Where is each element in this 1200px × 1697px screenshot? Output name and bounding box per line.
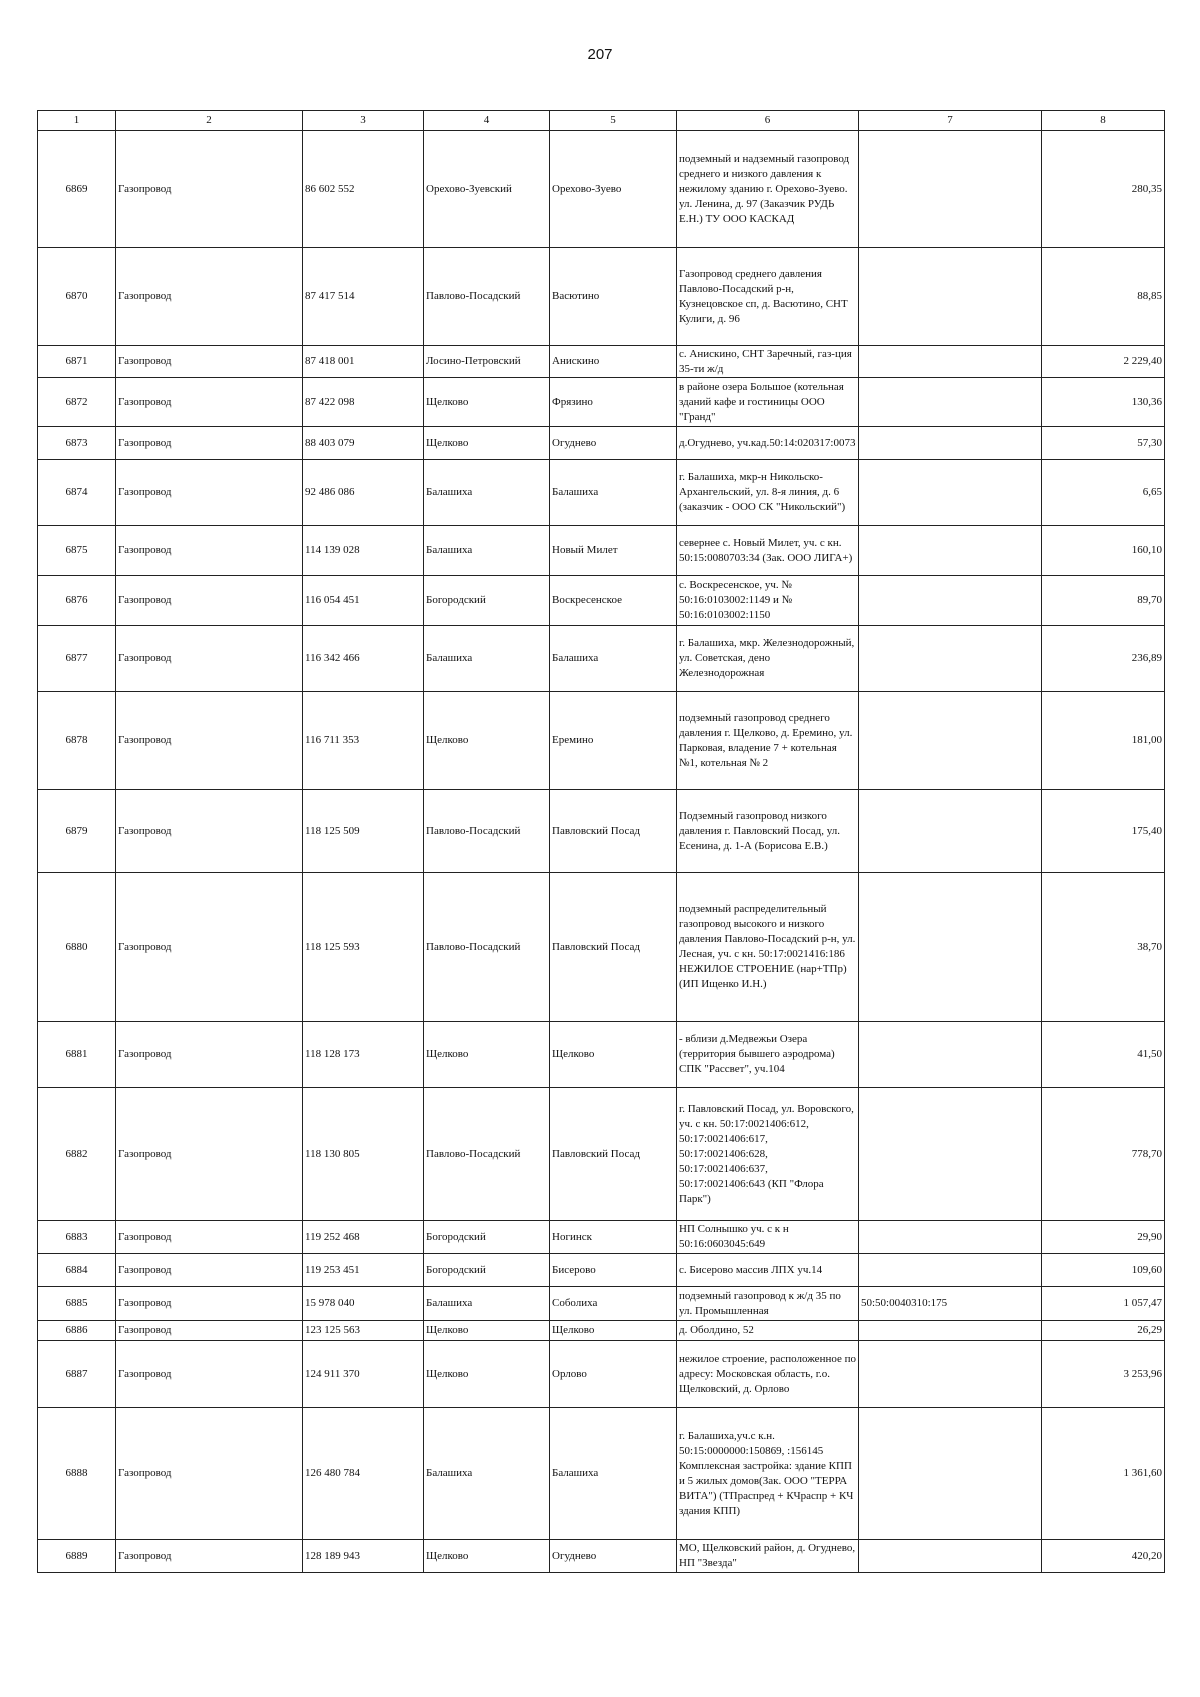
column-header: 7 <box>859 111 1042 131</box>
length-value: 778,70 <box>1042 1088 1165 1221</box>
cadastral-number <box>859 1022 1042 1088</box>
locality: Щелково <box>550 1321 677 1341</box>
object-name: Газопровод <box>116 1287 303 1321</box>
address-description: НП Солнышко уч. с к н 50:16:0603045:649 <box>677 1221 859 1254</box>
length-value: 29,90 <box>1042 1221 1165 1254</box>
table-header <box>38 111 1165 131</box>
locality: Огуднево <box>550 427 677 460</box>
row-number: 6886 <box>38 1321 116 1341</box>
table-row <box>38 248 1165 346</box>
address-description: с. Бисерово массив ЛПХ уч.14 <box>677 1254 859 1287</box>
table-row <box>38 1540 1165 1573</box>
cadastral-number <box>859 1408 1042 1540</box>
table-row <box>38 427 1165 460</box>
table-row <box>38 873 1165 1022</box>
table-row <box>38 576 1165 626</box>
locality: Еремино <box>550 692 677 790</box>
district: Балашиха <box>424 526 550 576</box>
locality: Балашиха <box>550 460 677 526</box>
locality: Павловский Посад <box>550 1088 677 1221</box>
object-code: 116 342 466 <box>303 626 424 692</box>
length-value: 41,50 <box>1042 1022 1165 1088</box>
object-name: Газопровод <box>116 873 303 1022</box>
length-value: 2 229,40 <box>1042 346 1165 378</box>
length-value: 3 253,96 <box>1042 1341 1165 1408</box>
object-code: 119 252 468 <box>303 1221 424 1254</box>
header-row <box>38 111 1165 131</box>
district: Павлово-Посадский <box>424 873 550 1022</box>
address-description: г. Павловский Посад, ул. Воровского, уч. с кн. 50:17:0021406:612, 50:17:0021406:617, 50:17:0021406:628, 50:17:0021406:637, 50:17:0021406:643 (КП "Флора Парк") <box>677 1088 859 1221</box>
address-description: МО, Щелковский район, д. Огуднево, НП "Звезда" <box>677 1540 859 1573</box>
cadastral-number <box>859 248 1042 346</box>
length-value: 88,85 <box>1042 248 1165 346</box>
object-code: 88 403 079 <box>303 427 424 460</box>
object-code: 119 253 451 <box>303 1254 424 1287</box>
locality: Балашиха <box>550 1408 677 1540</box>
locality: Павловский Посад <box>550 790 677 873</box>
cadastral-number <box>859 626 1042 692</box>
length-value: 26,29 <box>1042 1321 1165 1341</box>
length-value: 109,60 <box>1042 1254 1165 1287</box>
district: Щелково <box>424 378 550 427</box>
object-code: 126 480 784 <box>303 1408 424 1540</box>
row-number: 6883 <box>38 1221 116 1254</box>
address-description: г. Балашиха, мкр-н Никольско-Архангельский, ул. 8-я линия, д. 6 (заказчик - ООО СК "Никольский") <box>677 460 859 526</box>
table-row <box>38 1408 1165 1540</box>
locality: Орлово <box>550 1341 677 1408</box>
locality: Фрязино <box>550 378 677 427</box>
cadastral-number <box>859 1221 1042 1254</box>
object-name: Газопровод <box>116 1341 303 1408</box>
table-row <box>38 131 1165 248</box>
length-value: 130,36 <box>1042 378 1165 427</box>
row-number: 6876 <box>38 576 116 626</box>
locality: Бисерово <box>550 1254 677 1287</box>
district: Балашиха <box>424 626 550 692</box>
object-code: 92 486 086 <box>303 460 424 526</box>
cadastral-number <box>859 131 1042 248</box>
row-number: 6888 <box>38 1408 116 1540</box>
row-number: 6889 <box>38 1540 116 1573</box>
object-name: Газопровод <box>116 790 303 873</box>
object-name: Газопровод <box>116 526 303 576</box>
row-number: 6875 <box>38 526 116 576</box>
locality: Павловский Посад <box>550 873 677 1022</box>
address-description: д. Оболдино, 52 <box>677 1321 859 1341</box>
object-name: Газопровод <box>116 1321 303 1341</box>
table-row <box>38 378 1165 427</box>
length-value: 181,00 <box>1042 692 1165 790</box>
object-name: Газопровод <box>116 427 303 460</box>
object-code: 86 602 552 <box>303 131 424 248</box>
address-description: г. Балашиха,уч.с к.н. 50:15:0000000:150869, :156145 Комплексная застройка: здание КПП и 5 жилых домов(Зак. ООО "ТЕРРА ВИТА") (ТПраспред + КЧраспр + КЧ здания КПП) <box>677 1408 859 1540</box>
column-header: 8 <box>1042 111 1165 131</box>
object-name: Газопровод <box>116 346 303 378</box>
table-row <box>38 526 1165 576</box>
row-number: 6882 <box>38 1088 116 1221</box>
locality: Новый Милет <box>550 526 677 576</box>
district: Павлово-Посадский <box>424 790 550 873</box>
locality: Соболиха <box>550 1287 677 1321</box>
object-code: 124 911 370 <box>303 1341 424 1408</box>
district: Орехово-Зуевский <box>424 131 550 248</box>
cadastral-number <box>859 346 1042 378</box>
district: Балашиха <box>424 1408 550 1540</box>
length-value: 175,40 <box>1042 790 1165 873</box>
object-name: Газопровод <box>116 248 303 346</box>
cadastral-number <box>859 460 1042 526</box>
address-description: с. Воскресенское, уч. № 50:16:0103002:1149 и № 50:16:0103002:1150 <box>677 576 859 626</box>
row-number: 6869 <box>38 131 116 248</box>
cadastral-number <box>859 1254 1042 1287</box>
cadastral-number <box>859 526 1042 576</box>
row-number: 6885 <box>38 1287 116 1321</box>
cadastral-number: 50:50:0040310:175 <box>859 1287 1042 1321</box>
locality: Балашиха <box>550 626 677 692</box>
address-description: с. Анискино, СНТ Заречный, газ-ция 35-ти ж/д <box>677 346 859 378</box>
table-row <box>38 346 1165 378</box>
object-code: 118 128 173 <box>303 1022 424 1088</box>
address-description: севернее с. Новый Милет, уч. с кн. 50:15:0080703:34 (Зак. ООО ЛИГА+) <box>677 526 859 576</box>
table-row <box>38 1221 1165 1254</box>
length-value: 236,89 <box>1042 626 1165 692</box>
object-code: 114 139 028 <box>303 526 424 576</box>
length-value: 1 361,60 <box>1042 1408 1165 1540</box>
object-name: Газопровод <box>116 460 303 526</box>
object-code: 87 422 098 <box>303 378 424 427</box>
object-code: 118 125 593 <box>303 873 424 1022</box>
cadastral-number <box>859 576 1042 626</box>
cadastral-number <box>859 427 1042 460</box>
address-description: в районе озера Большое (котельная зданий кафе и гостиницы ООО "Гранд" <box>677 378 859 427</box>
cadastral-number <box>859 790 1042 873</box>
row-number: 6873 <box>38 427 116 460</box>
object-name: Газопровод <box>116 1254 303 1287</box>
column-header: 6 <box>677 111 859 131</box>
column-header: 5 <box>550 111 677 131</box>
table-row <box>38 692 1165 790</box>
length-value: 6,65 <box>1042 460 1165 526</box>
column-header: 2 <box>116 111 303 131</box>
address-description: нежилое строение, расположенное по адресу: Московская область, г.о. Щелковский, д. Орлово <box>677 1341 859 1408</box>
locality: Огуднево <box>550 1540 677 1573</box>
address-description: Газопровод среднего давления Павлово-Посадский р-н, Кузнецовское сп, д. Васютино, СНТ Кулиги, д. 96 <box>677 248 859 346</box>
cadastral-number <box>859 1341 1042 1408</box>
row-number: 6871 <box>38 346 116 378</box>
object-code: 118 130 805 <box>303 1088 424 1221</box>
district: Щелково <box>424 1321 550 1341</box>
address-description: подземный распределительный газопровод высокого и низкого давления Павлово-Посадский р-н, ул. Лесная, уч. с кн. 50:17:0021416:186 НЕЖИЛОЕ СТРОЕНИЕ (нар+ТПр) (ИП Ищенко И.Н.) <box>677 873 859 1022</box>
object-name: Газопровод <box>116 626 303 692</box>
object-code: 128 189 943 <box>303 1540 424 1573</box>
object-name: Газопровод <box>116 1540 303 1573</box>
table-row <box>38 1321 1165 1341</box>
address-description: г. Балашиха, мкр. Железнодорожный, ул. Советская, дено Железнодорожная <box>677 626 859 692</box>
object-code: 116 054 451 <box>303 576 424 626</box>
row-number: 6872 <box>38 378 116 427</box>
object-code: 123 125 563 <box>303 1321 424 1341</box>
table-row <box>38 1287 1165 1321</box>
district: Щелково <box>424 692 550 790</box>
object-code: 118 125 509 <box>303 790 424 873</box>
district: Богородский <box>424 576 550 626</box>
table-row <box>38 790 1165 873</box>
district: Щелково <box>424 427 550 460</box>
cadastral-number <box>859 1321 1042 1341</box>
column-header: 1 <box>38 111 116 131</box>
column-header: 3 <box>303 111 424 131</box>
cadastral-number <box>859 1540 1042 1573</box>
table-body <box>38 131 1165 1573</box>
length-value: 1 057,47 <box>1042 1287 1165 1321</box>
length-value: 89,70 <box>1042 576 1165 626</box>
row-number: 6874 <box>38 460 116 526</box>
district: Щелково <box>424 1341 550 1408</box>
row-number: 6887 <box>38 1341 116 1408</box>
row-number: 6870 <box>38 248 116 346</box>
locality: Орехово-Зуево <box>550 131 677 248</box>
column-header: 4 <box>424 111 550 131</box>
length-value: 280,35 <box>1042 131 1165 248</box>
address-description: подземный и надземный газопровод среднего и низкого давления к нежилому зданию г. Орехово-Зуево. ул. Ленина, д. 97 (Заказчик РУДЬ Е.Н.) ТУ ООО КАСКАД <box>677 131 859 248</box>
object-name: Газопровод <box>116 378 303 427</box>
district: Балашиха <box>424 1287 550 1321</box>
object-code: 15 978 040 <box>303 1287 424 1321</box>
row-number: 6881 <box>38 1022 116 1088</box>
table-row <box>38 1088 1165 1221</box>
object-name: Газопровод <box>116 576 303 626</box>
object-name: Газопровод <box>116 1022 303 1088</box>
address-description: - вблизи д.Медвежьи Озера (территория бывшего аэродрома) СПК "Рассвет", уч.104 <box>677 1022 859 1088</box>
cadastral-number <box>859 1088 1042 1221</box>
table-row <box>38 460 1165 526</box>
object-name: Газопровод <box>116 1088 303 1221</box>
row-number: 6880 <box>38 873 116 1022</box>
object-name: Газопровод <box>116 1221 303 1254</box>
district: Щелково <box>424 1540 550 1573</box>
registry-table <box>37 110 1165 1573</box>
object-name: Газопровод <box>116 692 303 790</box>
row-number: 6878 <box>38 692 116 790</box>
address-description: подземный газопровод среднего давления г. Щелково, д. Еремино, ул. Парковая, владение 7 + котельная №1, котельная № 2 <box>677 692 859 790</box>
district: Богородский <box>424 1221 550 1254</box>
object-name: Газопровод <box>116 1408 303 1540</box>
locality: Васютино <box>550 248 677 346</box>
length-value: 420,20 <box>1042 1540 1165 1573</box>
table-row <box>38 1022 1165 1088</box>
row-number: 6884 <box>38 1254 116 1287</box>
object-code: 87 418 001 <box>303 346 424 378</box>
cadastral-number <box>859 692 1042 790</box>
locality: Воскресенское <box>550 576 677 626</box>
object-code: 87 417 514 <box>303 248 424 346</box>
table-row <box>38 626 1165 692</box>
district: Богородский <box>424 1254 550 1287</box>
length-value: 57,30 <box>1042 427 1165 460</box>
table-row <box>38 1254 1165 1287</box>
object-name: Газопровод <box>116 131 303 248</box>
district: Щелково <box>424 1022 550 1088</box>
cadastral-number <box>859 873 1042 1022</box>
district: Павлово-Посадский <box>424 248 550 346</box>
address-description: д.Огуднево, уч.кад.50:14:020317:0073 <box>677 427 859 460</box>
locality: Щелково <box>550 1022 677 1088</box>
address-description: Подземный газопровод низкого давления г. Павловский Посад, ул. Есенина, д. 1-А (Борисова Е.В.) <box>677 790 859 873</box>
district: Лосино-Петровский <box>424 346 550 378</box>
page-number: 207 <box>587 46 613 63</box>
cadastral-number <box>859 378 1042 427</box>
district: Павлово-Посадский <box>424 1088 550 1221</box>
address-description: подземный газопровод к ж/д 35 по ул. Промышленная <box>677 1287 859 1321</box>
locality: Ногинск <box>550 1221 677 1254</box>
length-value: 38,70 <box>1042 873 1165 1022</box>
district: Балашиха <box>424 460 550 526</box>
row-number: 6877 <box>38 626 116 692</box>
object-code: 116 711 353 <box>303 692 424 790</box>
locality: Анискино <box>550 346 677 378</box>
length-value: 160,10 <box>1042 526 1165 576</box>
row-number: 6879 <box>38 790 116 873</box>
table-row <box>38 1341 1165 1408</box>
